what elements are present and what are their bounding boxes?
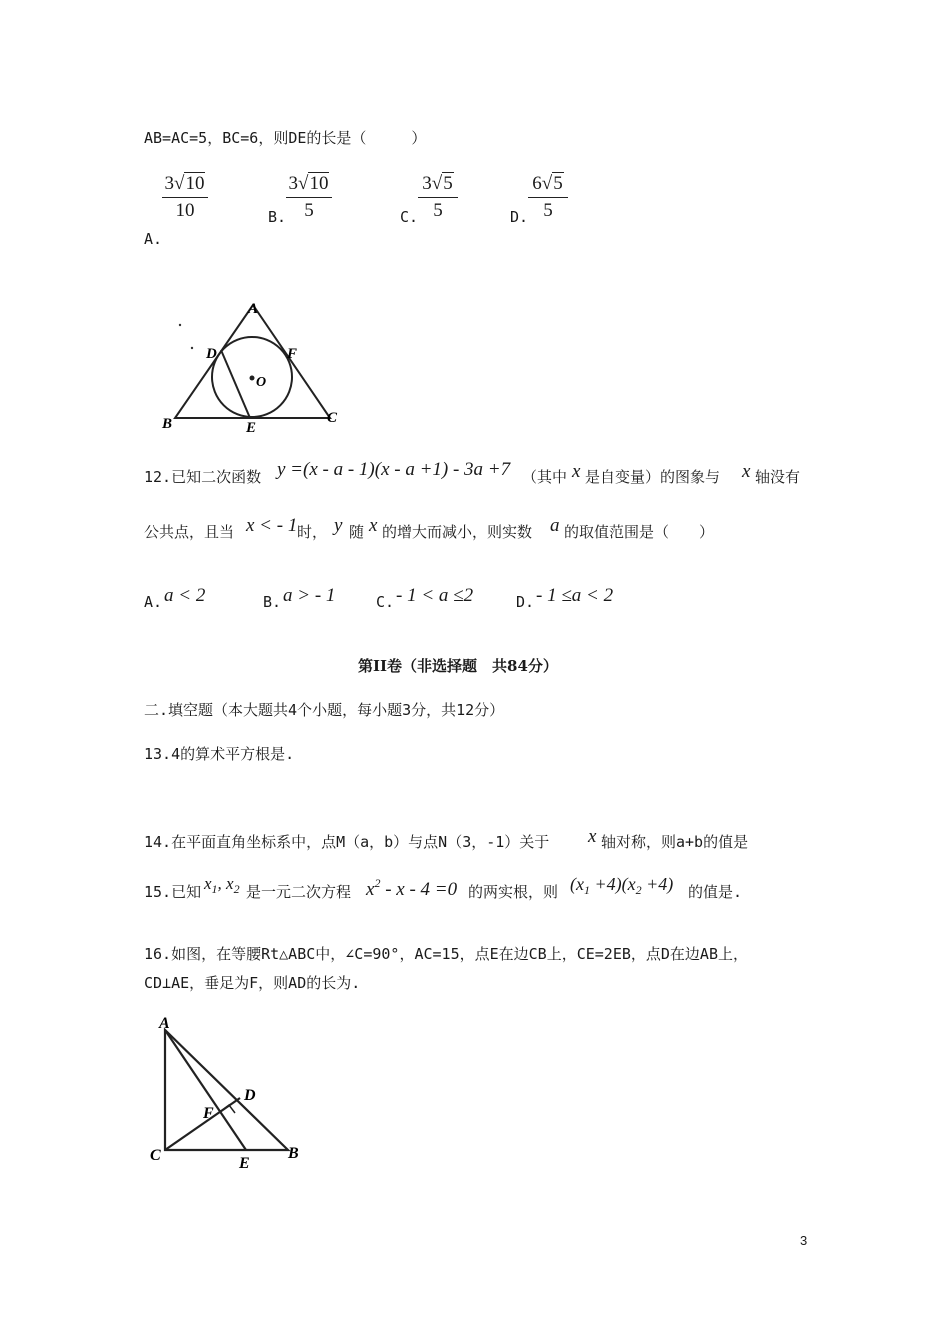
- q12-option-a-expr: a < 2: [164, 585, 206, 606]
- q11-figure-triangle-circle: [150, 290, 350, 440]
- q12-line2c: 随: [349, 523, 365, 541]
- q16-label-a: A: [159, 1015, 170, 1032]
- q11-label-c: C: [327, 410, 338, 426]
- q12-y-var: y: [334, 515, 343, 536]
- q16-label-b: B: [288, 1145, 299, 1162]
- q16-label-d: D: [244, 1087, 256, 1104]
- q11-b-den: 5: [304, 200, 314, 221]
- q12-option-b-letter: B.: [263, 593, 282, 611]
- q11-a-den: 10: [175, 200, 195, 221]
- q15-eq-rest: - x - 4 =0: [380, 879, 458, 900]
- q16-label-e: E: [239, 1155, 250, 1172]
- q11-d-rad: 5: [553, 173, 563, 194]
- q14-text-a: 14.在平面直角坐标系中，点M（a，b）与点N（3，-1）关于: [144, 833, 550, 851]
- q15-roots: $x_1$, $x_2$: [204, 874, 240, 896]
- q16-label-c: C: [150, 1147, 161, 1164]
- q12-x-var-1: x: [572, 461, 581, 482]
- q11-option-c-fraction: 3√5 5: [418, 172, 458, 223]
- q15-eq-x: x: [366, 879, 375, 900]
- q11-option-a-letter: A.: [144, 230, 163, 248]
- q11-label-e: E: [246, 420, 257, 436]
- q12-condition: x < - 1: [246, 515, 298, 536]
- q14-x-var: x: [588, 826, 597, 847]
- q11-option-d-fraction: 6√5 5: [528, 172, 568, 223]
- q12-option-d-expr: - 1 ≤a < 2: [536, 585, 614, 606]
- q12-x-var-2: x: [742, 461, 751, 482]
- q12-option-a-letter: A.: [144, 593, 163, 611]
- q12-mid2: 是自变量）的图象与: [585, 468, 721, 486]
- q11-option-d-letter: D.: [510, 208, 529, 226]
- q11-d-den: 5: [543, 200, 553, 221]
- page-number: 3: [800, 1233, 808, 1248]
- q12-line2d: 的增大而减小，则实数: [382, 523, 533, 541]
- q11-option-b-fraction: 3√10 5: [286, 172, 332, 223]
- q15-equation: [366, 876, 457, 901]
- q11-label-b: B: [162, 416, 173, 432]
- q12-lead: 12.已知二次函数: [144, 468, 262, 486]
- q11-label-f: F: [287, 346, 298, 362]
- q15-lead: 15.已知: [144, 883, 202, 901]
- q12-line2b: 时，: [297, 523, 328, 541]
- q14-text-b: 轴对称，则a+b的值是: [601, 833, 749, 851]
- q15-expression: $(x_1 +4)(x_2 +4)$: [570, 874, 674, 897]
- q13-text: 13.4的算术平方根是.: [144, 745, 295, 763]
- q11-label-o: O: [256, 375, 267, 390]
- q12-option-d-letter: D.: [516, 593, 535, 611]
- q12-option-b-expr: a > - 1: [283, 585, 336, 606]
- q15-mid: 是一元二次方程: [246, 883, 352, 901]
- q11-label-d: D: [206, 346, 217, 362]
- q16-figure-right-triangle: [145, 1010, 315, 1175]
- q12-line2e: 的取值范围是（ ）: [564, 523, 715, 541]
- q11-d-coef: 6: [532, 173, 542, 194]
- q15-tail: 的值是.: [688, 883, 743, 901]
- q15-mid2: 的两实根，则: [468, 883, 559, 901]
- q12-a-var: a: [550, 515, 560, 536]
- q16-label-f: F: [203, 1105, 214, 1122]
- q11-b-rad: 10: [309, 173, 329, 194]
- q11-c-rad: 5: [443, 173, 453, 194]
- q12-x-var-3: x: [369, 515, 378, 536]
- q12-mid1: （其中: [522, 468, 568, 486]
- q16-line2: CD⊥AE，垂足为F，则AD的长为.: [144, 974, 361, 992]
- q11-b-coef: 3: [288, 173, 299, 194]
- q11-option-b-letter: B.: [268, 208, 287, 226]
- section-2-title: 第II卷（非选择题 共84分）: [358, 657, 558, 675]
- fill-in-heading: 二.填空题（本大题共4个小题，每小题3分，共12分）: [144, 701, 505, 719]
- q11-option-a-fraction: 3√10 10: [162, 172, 208, 223]
- q11-a-rad: 10: [185, 173, 205, 194]
- q12-option-c-expr: - 1 < a ≤2: [396, 585, 474, 606]
- q11-label-a: A: [248, 301, 259, 317]
- q11-a-coef: 3: [164, 173, 175, 194]
- q11-c-den: 5: [433, 200, 443, 221]
- q12-mid3: 轴没有: [755, 468, 801, 486]
- q12-option-c-letter: C.: [376, 593, 395, 611]
- q16-line1: 16.如图，在等腰Rt△ABC中，∠C=90°，AC=15，点E在边CB上，CE=2EB，点D在边AB上，: [144, 945, 748, 963]
- q11-option-c-letter: C.: [400, 208, 419, 226]
- q15-eq-exp: 2: [374, 876, 381, 890]
- q12-function: y =(x - a - 1)(x - a +1) - 3a +7: [277, 459, 511, 480]
- q11-c-coef: 3: [422, 173, 432, 194]
- q12-line2a: 公共点，且当: [144, 523, 235, 541]
- q11-stem-tail: AB=AC=5，BC=6，则DE的长是（ ）: [144, 129, 427, 147]
